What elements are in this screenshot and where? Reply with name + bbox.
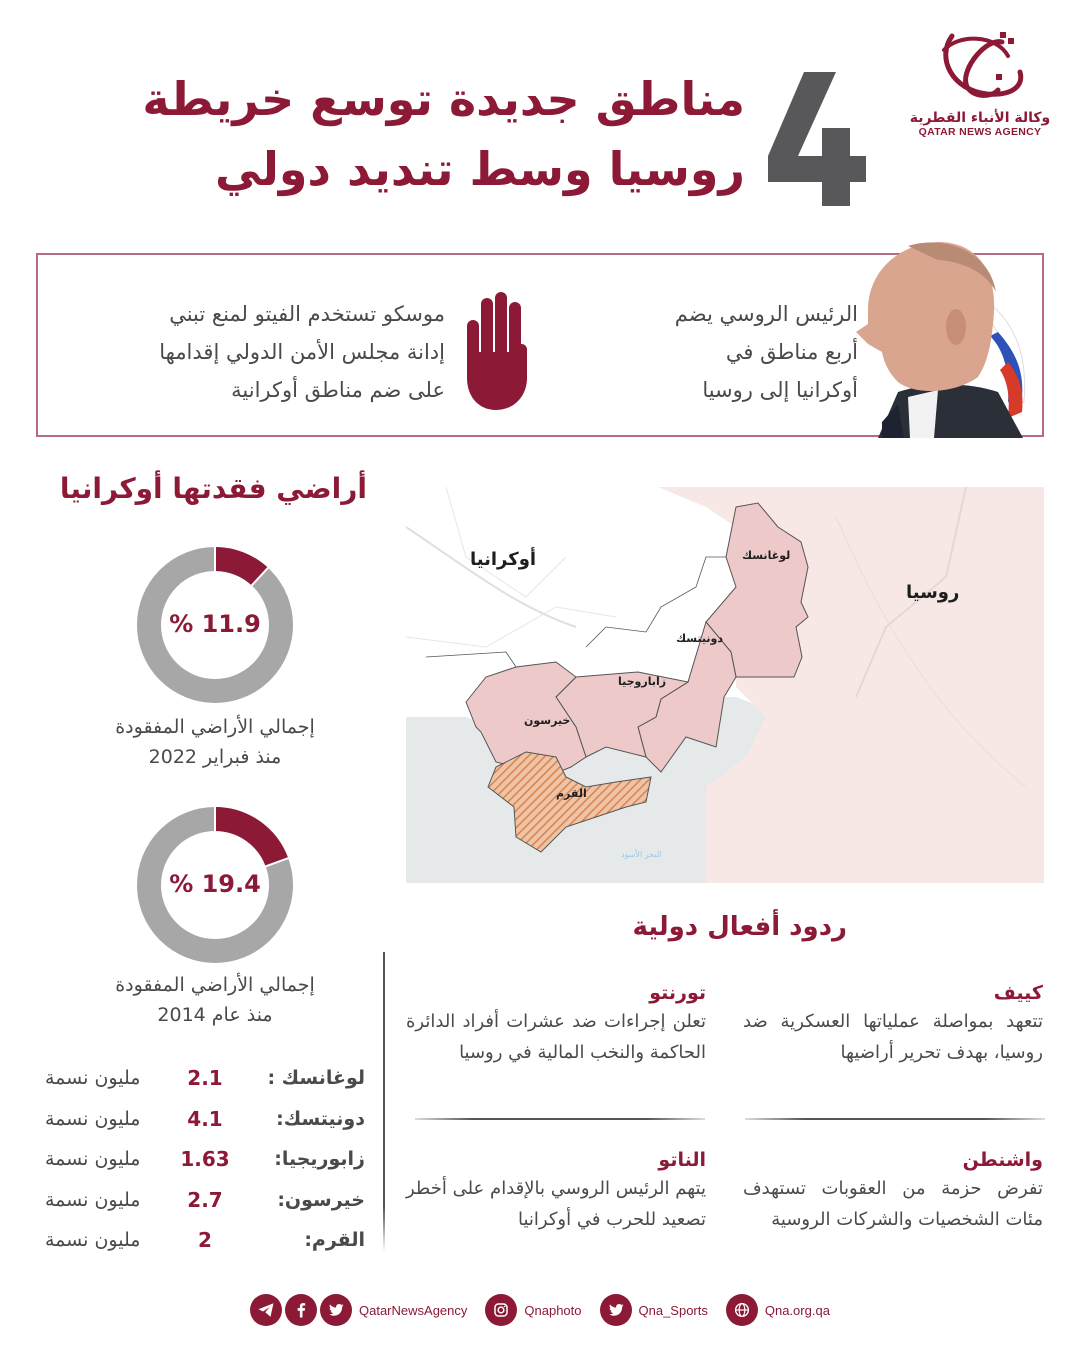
map-label-russia: روسيا: [906, 582, 960, 603]
donut-2014-caption-line-2: منذ عام 2014: [157, 1004, 273, 1026]
donut-2014-caption-line-1: إجمالي الأراضي المفقودة: [115, 974, 315, 996]
population-row: [45, 1058, 365, 1099]
divider-line: [745, 1118, 1045, 1120]
map-label-ukraine: أوكرانيا: [470, 549, 537, 570]
reaction-body: يتهم الرئيس الروسي بالإقدام على أخطر تصعيد للحرب في أوكرانيا: [406, 1178, 706, 1230]
handle-qatarnewsagency[interactable]: QatarNewsAgency: [359, 1302, 468, 1318]
population-value: 4.1: [187, 1106, 223, 1131]
population-table: [45, 1058, 365, 1261]
map-label-zaporizhzhia: زاباروجيا: [618, 675, 667, 688]
population-value: 2.7: [187, 1187, 223, 1212]
twitter-icon[interactable]: [320, 1294, 352, 1326]
title-line-2: روسيا وسط تنديد دولي: [215, 142, 745, 196]
reaction-heading: الناتو: [658, 1149, 706, 1171]
population-row: [45, 1220, 365, 1261]
lost-territories-title: أراضي فقدتها أوكرانيا: [59, 472, 367, 505]
handle-qna-sports[interactable]: Qna_Sports: [638, 1302, 708, 1318]
title-line-1: مناطق جديدة توسع خريطة: [142, 72, 745, 126]
column-divider: [383, 952, 385, 1252]
population-value: 1.63: [180, 1147, 230, 1172]
facebook-icon[interactable]: [285, 1294, 317, 1326]
globe-icon[interactable]: [726, 1294, 758, 1326]
donut-2014-percent: % 19.4: [169, 870, 261, 898]
region-name: خيرسون:: [277, 1188, 365, 1211]
map-label-luhansk: لوغانسك: [742, 549, 791, 562]
social-footer: [250, 1290, 850, 1330]
population-unit: مليون نسمة: [45, 1148, 141, 1171]
annexation-line-2: أربع مناطق في: [725, 340, 858, 364]
reaction-washington: [743, 1147, 1043, 1235]
regions-map: [406, 487, 1044, 883]
handle-qnaphoto[interactable]: Qnaphoto: [524, 1302, 582, 1318]
veto-line-3: على ضم مناطق أوكرانية: [231, 378, 445, 402]
population-unit: مليون نسمة: [45, 1188, 141, 1211]
population-row: [45, 1139, 365, 1180]
handle-website[interactable]: Qna.org.qa: [764, 1302, 830, 1318]
map-label-kherson: خيرسون: [524, 714, 571, 727]
veto-line-1: موسكو تستخدم الفيتو لمنع تبني: [169, 302, 445, 326]
donut-2022-caption: [65, 712, 365, 772]
region-name: دونيتسك:: [276, 1107, 365, 1130]
map-label-crimea: القرم: [556, 787, 587, 800]
reaction-body: تعلن إجراءات ضد عشرات أفراد الدائرة الحاكمة والنخب المالية في روسيا: [406, 1011, 706, 1063]
reactions-title: ردود أفعال دولية: [632, 912, 847, 942]
donut-2022-caption-line-1: إجمالي الأراضي المفقودة: [115, 716, 315, 738]
population-value: 2.1: [187, 1066, 223, 1091]
annexation-line-1: الرئيس الروسي يضم: [674, 302, 858, 326]
donut-2022-percent: % 11.9: [169, 610, 261, 638]
population-unit: مليون نسمة: [45, 1229, 141, 1252]
population-value: 2: [198, 1228, 212, 1253]
reaction-heading: كييف: [993, 982, 1043, 1004]
reaction-toronto: [406, 980, 706, 1068]
annexation-statement: [618, 295, 858, 409]
map-label-black-sea: البحر الأسود: [621, 850, 662, 859]
donut-2014-caption: [65, 970, 365, 1030]
population-row: [45, 1180, 365, 1221]
president-portrait: [838, 232, 1048, 438]
big-number-four: [760, 70, 870, 220]
population-unit: مليون نسمة: [45, 1067, 141, 1090]
region-name: لوغانسك :: [267, 1067, 365, 1090]
population-unit: مليون نسمة: [45, 1107, 141, 1130]
map-label-donetsk: دونيتسك: [676, 632, 724, 645]
reaction-body: تفرض حزمة من العقوبات تستهدف مئات الشخصيات والشركات الروسية: [743, 1178, 1043, 1230]
reaction-heading: واشنطن: [962, 1149, 1043, 1171]
annexation-line-3: أوكرانيا إلى روسيا: [702, 378, 858, 402]
donut-2022-caption-line-2: منذ فبراير 2022: [148, 746, 282, 768]
population-row: [45, 1099, 365, 1140]
page-title: [45, 64, 745, 204]
region-name: القرم:: [304, 1229, 365, 1252]
logo-arabic-text: وكالة الأنباء القطرية: [909, 110, 1051, 126]
stop-hand-icon: [464, 292, 528, 410]
qna-logo-mark-icon: [932, 28, 1028, 108]
region-name: زابوريجيا:: [274, 1148, 365, 1171]
reaction-body: تتعهد بمواصلة عملياتها العسكرية ضد روسيا، بهدف تحرير أراضيها: [743, 1011, 1043, 1063]
veto-statement: [55, 295, 445, 409]
telegram-icon[interactable]: [250, 1294, 282, 1326]
twitter-icon[interactable]: [600, 1294, 632, 1326]
logo-english-text: QATAR NEWS AGENCY: [918, 126, 1042, 138]
divider-line: [415, 1118, 705, 1120]
veto-line-2: إدانة مجلس الأمن الدولي إقدامها: [159, 340, 445, 364]
qna-logo: [905, 28, 1055, 158]
instagram-icon[interactable]: [485, 1294, 517, 1326]
reaction-nato: [406, 1147, 706, 1235]
reaction-kyiv: [743, 980, 1043, 1068]
reaction-heading: تورنتو: [649, 982, 706, 1004]
